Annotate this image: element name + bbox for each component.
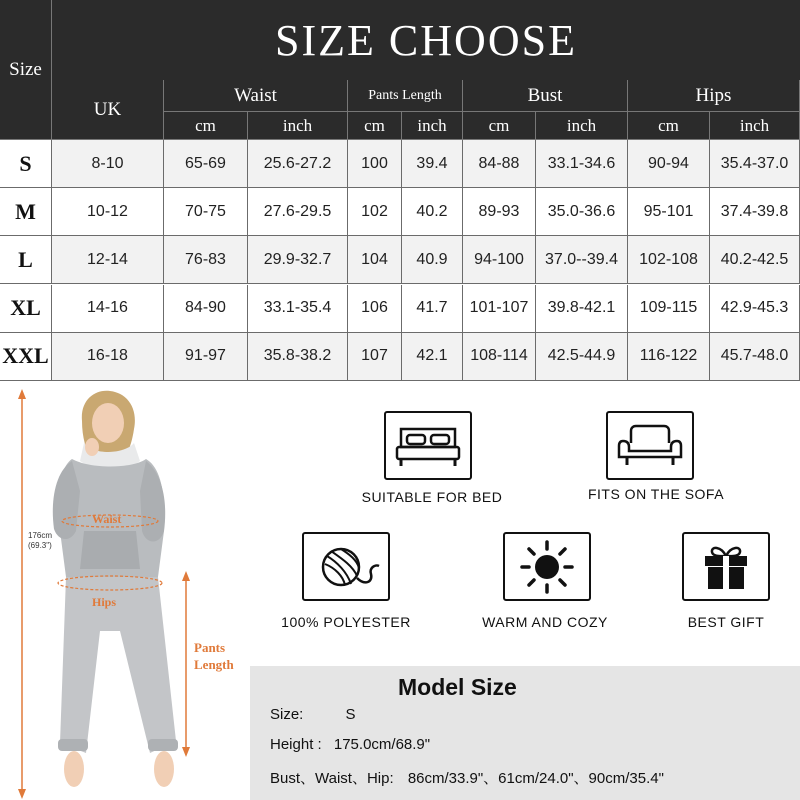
yarn-ball-icon xyxy=(311,542,381,592)
uk-size-cell: 10-12 xyxy=(52,188,164,236)
table-cell: 116-122 xyxy=(628,333,710,381)
table-cell: 76-83 xyxy=(164,236,248,284)
bed-icon xyxy=(393,423,463,469)
pants-length-label-2: Length xyxy=(194,657,234,672)
table-cell: 65-69 xyxy=(164,140,248,188)
model-size-line xyxy=(270,706,356,723)
model-size-value: S xyxy=(345,706,356,723)
table-cell: 90-94 xyxy=(628,140,710,188)
table-cell: 27.6-29.5 xyxy=(248,188,348,236)
feature-sofa-label: FITS ON THE SOFA xyxy=(587,486,725,502)
uk-size-cell: 8-10 xyxy=(52,140,164,188)
pants-arrow-bottom xyxy=(182,747,190,757)
model-size-label: Size: xyxy=(270,706,304,723)
sun-icon xyxy=(519,539,575,595)
feature-polyester-box xyxy=(302,532,390,601)
table-cell: 39.8-42.1 xyxy=(536,285,628,333)
size-row-label: XXL xyxy=(0,333,52,381)
table-cell: 94-100 xyxy=(463,236,536,284)
table-cell: 41.7 xyxy=(402,285,463,333)
feature-bed-label: SUITABLE FOR BED xyxy=(361,489,503,505)
table-title-text: SIZE CHOOSE xyxy=(275,15,577,65)
waist-measure-label: Waist xyxy=(92,512,122,526)
height-arrow-top xyxy=(18,389,26,399)
size-row-label: L xyxy=(0,236,52,284)
uk-size-cell: 14-16 xyxy=(52,285,164,333)
height-arrow-bottom xyxy=(18,789,26,799)
model-height-value: 175.0cm/68.9" xyxy=(333,736,431,753)
pants-cm-label: cm xyxy=(364,115,385,135)
table-cell: 35.0-36.6 xyxy=(536,188,628,236)
pants-length-label-1: Pants xyxy=(194,640,226,655)
model-size-panel xyxy=(250,666,800,800)
sofa-icon xyxy=(617,423,683,469)
table-cell: 33.1-35.4 xyxy=(248,285,348,333)
model-illustration xyxy=(0,381,250,800)
table-cell: 109-115 xyxy=(628,285,710,333)
table-cell: 102 xyxy=(348,188,402,236)
size-chart-table xyxy=(0,0,800,381)
hips-inch-header xyxy=(710,112,800,140)
table-cell: 91-97 xyxy=(164,333,248,381)
table-cell: 39.4 xyxy=(402,140,463,188)
model-measurements-line xyxy=(270,767,664,788)
table-cell: 42.1 xyxy=(402,333,463,381)
table-cell: 33.1-34.6 xyxy=(536,140,628,188)
table-cell: 100 xyxy=(348,140,402,188)
uk-size-cell: 12-14 xyxy=(52,236,164,284)
pants-arrow-top xyxy=(182,571,190,581)
table-cell: 42.9-45.3 xyxy=(710,285,800,333)
model-height-cm: 176cm xyxy=(28,531,53,540)
size-row-label: XL xyxy=(0,285,52,333)
hips-measure-label: Hips xyxy=(92,595,117,609)
table-cell: 101-107 xyxy=(463,285,536,333)
feature-polyester-label: 100% POLYESTER xyxy=(281,614,411,630)
hips-cm-label: cm xyxy=(658,115,679,135)
model-height-label xyxy=(28,531,52,551)
feature-warm-label: WARM AND COZY xyxy=(482,614,608,630)
table-cell: 35.4-37.0 xyxy=(710,140,800,188)
table-cell: 104 xyxy=(348,236,402,284)
pants-cm-header xyxy=(348,112,402,140)
bust-cm-header xyxy=(463,112,536,140)
hips-header-label: Hips xyxy=(695,84,732,106)
bust-header xyxy=(463,80,628,112)
table-cell: 29.9-32.7 xyxy=(248,236,348,284)
table-cell: 70-75 xyxy=(164,188,248,236)
model-size-title: Model Size xyxy=(398,674,517,700)
table-cell: 89-93 xyxy=(463,188,536,236)
feature-warm-box xyxy=(503,532,591,601)
table-cell: 107 xyxy=(348,333,402,381)
table-cell: 40.2-42.5 xyxy=(710,236,800,284)
size-column-label: Size xyxy=(9,58,42,80)
table-cell: 108-114 xyxy=(463,333,536,381)
feature-bed-box xyxy=(384,411,472,480)
table-cell: 25.6-27.2 xyxy=(248,140,348,188)
table-cell: 40.9 xyxy=(402,236,463,284)
table-cell: 45.7-48.0 xyxy=(710,333,800,381)
model-height-inch: (69.3") xyxy=(28,541,52,550)
bust-header-label: Bust xyxy=(527,84,563,106)
size-row-label: M xyxy=(0,188,52,236)
model-person xyxy=(53,391,178,787)
size-row-label: S xyxy=(0,140,52,188)
gift-icon xyxy=(701,542,751,592)
uk-size-cell: 16-18 xyxy=(52,333,164,381)
table-cell: 95-101 xyxy=(628,188,710,236)
model-height-label-text: Height : xyxy=(270,736,322,753)
table-cell: 106 xyxy=(348,285,402,333)
table-cell: 37.4-39.8 xyxy=(710,188,800,236)
feature-gift-box xyxy=(682,532,770,601)
pants-inch-label: inch xyxy=(417,115,447,135)
model-measurements-label: Bust、Waist、Hip: xyxy=(270,770,394,787)
waist-cm-header xyxy=(164,112,248,140)
pants-length-header-label: Pants Length xyxy=(368,87,442,103)
feature-sofa-box xyxy=(606,411,694,480)
waist-inch-label: inch xyxy=(282,115,313,135)
table-cell: 84-90 xyxy=(164,285,248,333)
model-measurements-value: 86cm/33.9"、61cm/24.0"、90cm/35.4" xyxy=(407,770,664,787)
hips-inch-label: inch xyxy=(739,115,770,135)
pants-inch-header xyxy=(402,112,463,140)
table-cell: 37.0--39.4 xyxy=(536,236,628,284)
model-height-line xyxy=(270,736,430,753)
table-cell: 102-108 xyxy=(628,236,710,284)
table-title xyxy=(52,0,800,80)
bust-inch-label: inch xyxy=(566,115,597,135)
uk-column-header xyxy=(52,80,164,140)
bust-cm-label: cm xyxy=(488,115,510,135)
waist-header xyxy=(164,80,348,112)
hips-cm-header xyxy=(628,112,710,140)
table-cell: 42.5-44.9 xyxy=(536,333,628,381)
table-cell: 35.8-38.2 xyxy=(248,333,348,381)
waist-cm-label: cm xyxy=(195,115,216,135)
feature-gift-label: BEST GIFT xyxy=(687,614,765,630)
pants-length-header xyxy=(348,80,463,112)
bust-inch-header xyxy=(536,112,628,140)
uk-column-label: UK xyxy=(93,98,122,120)
waist-inch-header xyxy=(248,112,348,140)
model-figure-svg xyxy=(0,381,250,800)
hips-header xyxy=(628,80,800,112)
table-cell: 40.2 xyxy=(402,188,463,236)
size-column-header xyxy=(0,0,52,140)
table-cell: 84-88 xyxy=(463,140,536,188)
waist-header-label: Waist xyxy=(234,84,277,106)
